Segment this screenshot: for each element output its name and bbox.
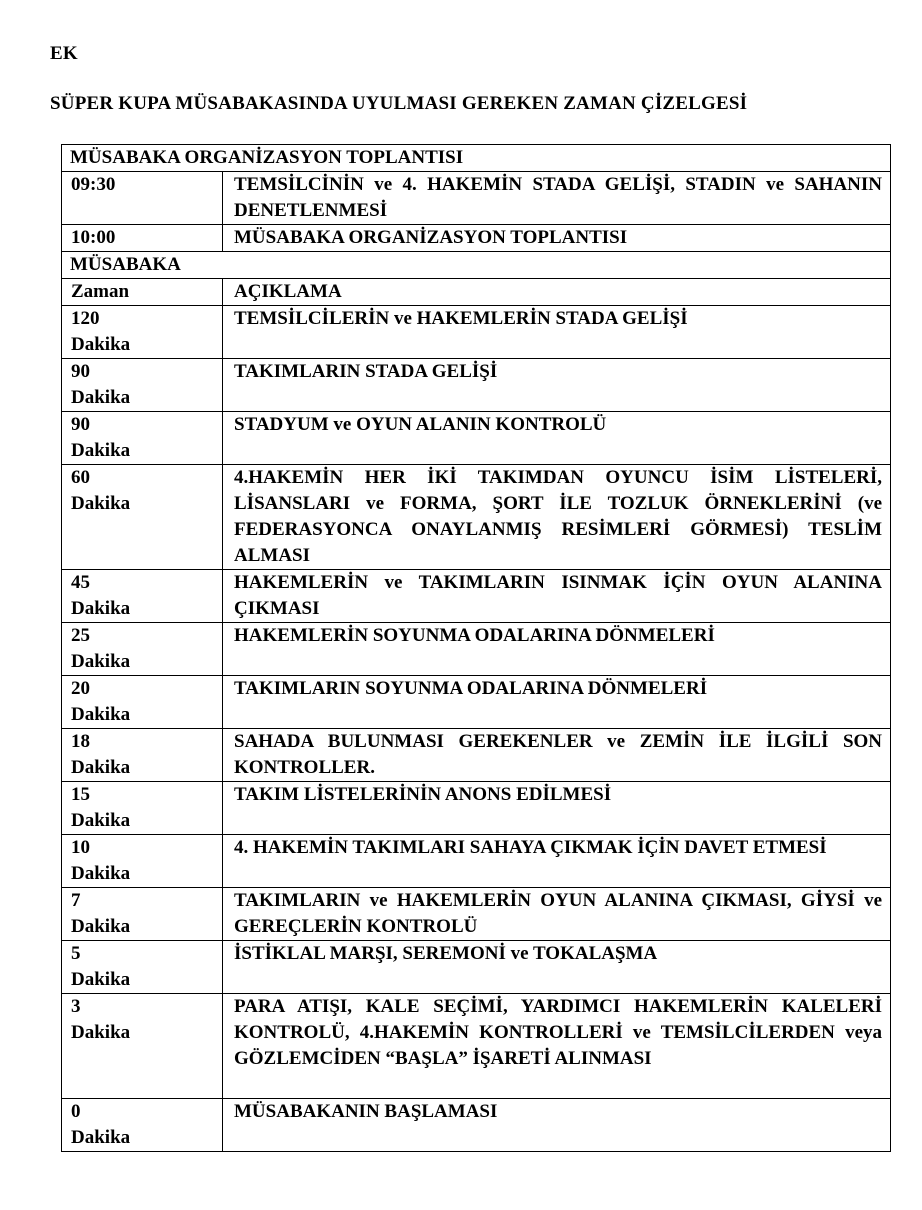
table-row xyxy=(62,412,891,465)
time-cell: 09:30 xyxy=(62,172,223,225)
minutes-value: 20 xyxy=(71,678,90,699)
time-cell xyxy=(62,359,223,412)
description-cell: HAKEMLERİN ve TAKIMLARIN ISINMAK İÇİN OYUN ALANINA ÇIKMASI xyxy=(223,570,891,623)
minutes-value: 90 xyxy=(71,414,90,435)
table-row xyxy=(62,941,891,994)
minutes-unit: Dakika xyxy=(71,440,131,461)
minutes-unit: Dakika xyxy=(71,863,131,884)
time-cell xyxy=(62,835,223,888)
table-row xyxy=(62,676,891,729)
time-cell xyxy=(62,623,223,676)
minutes-value: 3 xyxy=(71,996,81,1017)
time-cell xyxy=(62,941,223,994)
minutes-unit: Dakika xyxy=(71,969,131,990)
time-cell xyxy=(62,412,223,465)
table-row xyxy=(62,994,891,1099)
description-cell: PARA ATIŞI, KALE SEÇİMİ, YARDIMCI HAKEMLERİN KALELERİ KONTROLÜ, 4.HAKEMİN KONTROLLERİ ve TEMSİLCİLERDEN veya GÖZLEMCİDEN “BAŞLA” İŞARETİ ALINMASI xyxy=(223,994,891,1099)
time-cell xyxy=(62,570,223,623)
description-cell: SAHADA BULUNMASI GEREKENLER ve ZEMİN İLE İLGİLİ SON KONTROLLER. xyxy=(223,729,891,782)
organization-section-title: MÜSABAKA ORGANİZASYON TOPLANTISI xyxy=(62,145,891,172)
table-row xyxy=(62,359,891,412)
description-cell: TAKIMLARIN SOYUNMA ODALARINA DÖNMELERİ xyxy=(223,676,891,729)
minutes-value: 18 xyxy=(71,731,90,752)
minutes-unit: Dakika xyxy=(71,651,131,672)
description-cell: MÜSABAKA ORGANİZASYON TOPLANTISI xyxy=(223,225,891,252)
table-row xyxy=(62,306,891,359)
table-row xyxy=(62,225,891,252)
column-header-row xyxy=(62,279,891,306)
minutes-value: 7 xyxy=(71,890,81,911)
minutes-value: 15 xyxy=(71,784,90,805)
time-cell xyxy=(62,306,223,359)
description-cell: İSTİKLAL MARŞI, SEREMONİ ve TOKALAŞMA xyxy=(223,941,891,994)
description-cell: 4.HAKEMİN HER İKİ TAKIMDAN OYUNCU İSİM LİSTELERİ, LİSANSLARI ve FORMA, ŞORT İLE TOZLUK ÖRNEKLERİNİ (ve FEDERASYONCA ONAYLANMIŞ RESİMLERİ GÖRMESİ) TESLİM ALMASI xyxy=(223,465,891,570)
description-cell: STADYUM ve OYUN ALANIN KONTROLÜ xyxy=(223,412,891,465)
minutes-unit: Dakika xyxy=(71,810,131,831)
table-row xyxy=(62,835,891,888)
description-cell: TEMSİLCİNİN ve 4. HAKEMİN STADA GELİŞİ, STADIN ve SAHANIN DENETLENMESİ xyxy=(223,172,891,225)
description-cell: TEMSİLCİLERİN ve HAKEMLERİN STADA GELİŞİ xyxy=(223,306,891,359)
time-cell xyxy=(62,1099,223,1152)
minutes-unit: Dakika xyxy=(71,1127,131,1148)
time-column-header: Zaman xyxy=(62,279,223,306)
minutes-unit: Dakika xyxy=(71,598,131,619)
time-cell xyxy=(62,676,223,729)
section-header-row xyxy=(62,145,891,172)
minutes-unit: Dakika xyxy=(71,1022,131,1043)
description-cell: TAKIMLARIN ve HAKEMLERİN OYUN ALANINA ÇIKMASI, GİYSİ ve GEREÇLERİN KONTROLÜ xyxy=(223,888,891,941)
minutes-unit: Dakika xyxy=(71,334,131,355)
section-header-row xyxy=(62,252,891,279)
description-cell: TAKIMLARIN STADA GELİŞİ xyxy=(223,359,891,412)
time-cell xyxy=(62,465,223,570)
minutes-unit: Dakika xyxy=(71,387,131,408)
table-row xyxy=(62,1099,891,1152)
table-row xyxy=(62,172,891,225)
minutes-value: 45 xyxy=(71,572,90,593)
minutes-value: 10 xyxy=(71,837,90,858)
minutes-value: 5 xyxy=(71,943,81,964)
table-row xyxy=(62,570,891,623)
minutes-unit: Dakika xyxy=(71,704,131,725)
minutes-value: 0 xyxy=(71,1101,81,1122)
schedule-table xyxy=(61,144,891,1152)
time-cell: 10:00 xyxy=(62,225,223,252)
table-row xyxy=(62,465,891,570)
time-cell xyxy=(62,888,223,941)
time-cell xyxy=(62,782,223,835)
table-row xyxy=(62,888,891,941)
minutes-value: 60 xyxy=(71,467,90,488)
description-cell: MÜSABAKANIN BAŞLAMASI xyxy=(223,1099,891,1152)
minutes-unit: Dakika xyxy=(71,757,131,778)
table-row xyxy=(62,623,891,676)
document-title: SÜPER KUPA MÜSABAKASINDA UYULMASI GEREKEN ZAMAN ÇİZELGESİ xyxy=(50,93,748,114)
description-cell: 4. HAKEMİN TAKIMLARI SAHAYA ÇIKMAK İÇİN DAVET ETMESİ xyxy=(223,835,891,888)
table-row xyxy=(62,729,891,782)
minutes-unit: Dakika xyxy=(71,493,131,514)
minutes-value: 25 xyxy=(71,625,90,646)
description-cell: TAKIM LİSTELERİNİN ANONS EDİLMESİ xyxy=(223,782,891,835)
annex-label: EK xyxy=(50,43,78,64)
time-cell xyxy=(62,729,223,782)
description-cell: HAKEMLERİN SOYUNMA ODALARINA DÖNMELERİ xyxy=(223,623,891,676)
table-row xyxy=(62,782,891,835)
minutes-value: 120 xyxy=(71,308,100,329)
match-section-title: MÜSABAKA xyxy=(62,252,891,279)
minutes-value: 90 xyxy=(71,361,90,382)
minutes-unit: Dakika xyxy=(71,916,131,937)
description-column-header: AÇIKLAMA xyxy=(223,279,891,306)
time-cell xyxy=(62,994,223,1099)
